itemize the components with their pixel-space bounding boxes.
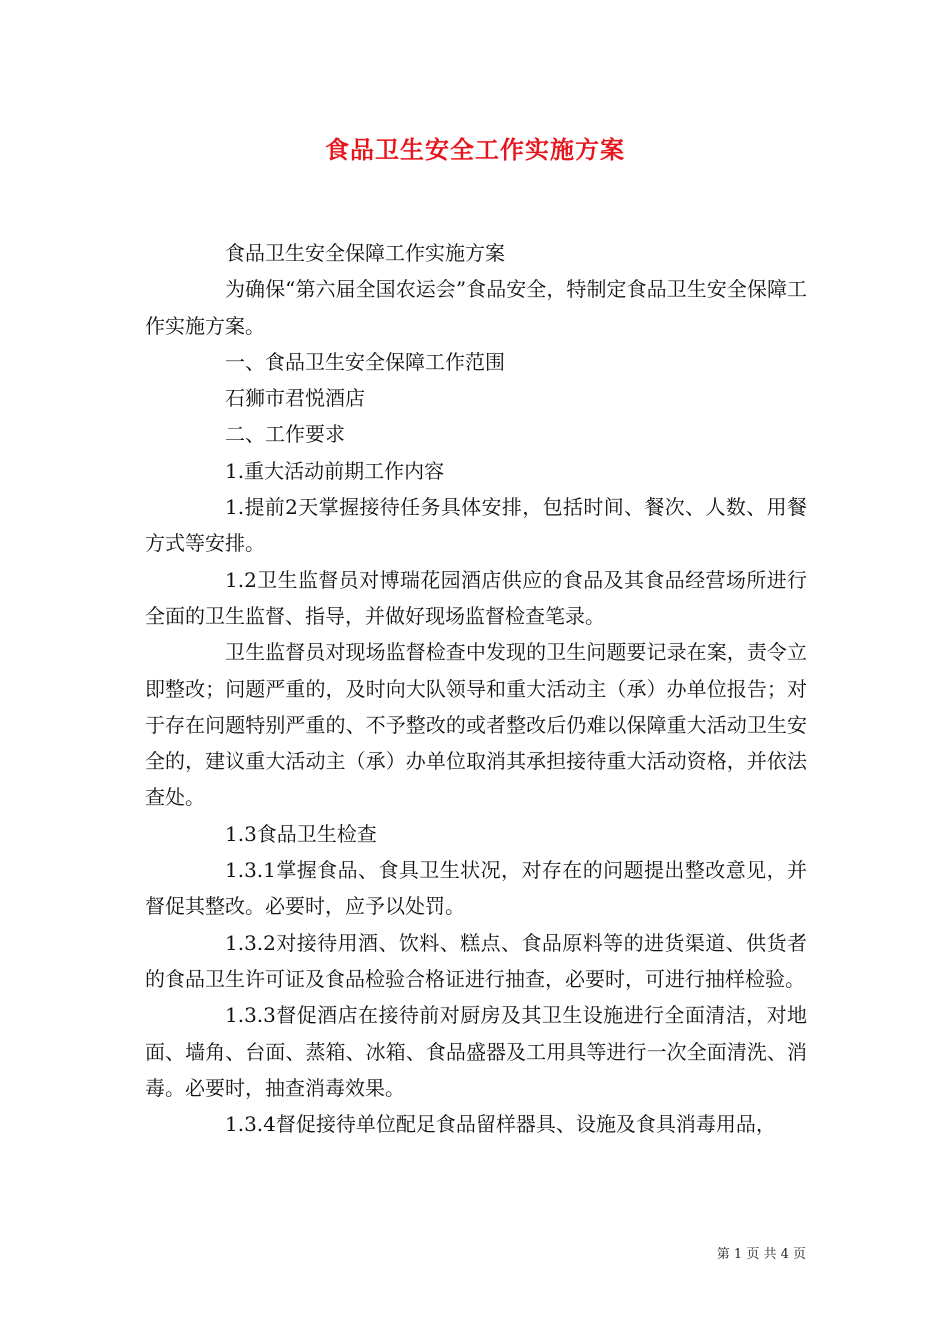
paragraph: 1.3.2对接待用酒、饮料、糕点、食品原料等的进货渠道、供货者的食品卫生许可证及食品检验合格证进行抽查，必要时，可进行抽样检验。 (145, 930, 807, 991)
document-body (145, 235, 807, 1142)
paragraph: 1.提前2天掌握接待任务具体安排，包括时间、餐次、人数、用餐方式等安排。 (145, 495, 807, 556)
paragraph: 食品卫生安全保障工作实施方案 (225, 241, 505, 265)
paragraph: 1.3食品卫生检查 (225, 821, 377, 846)
paragraph: 1.3.4督促接待单位配足食品留样器具、设施及食具消毒用品， (225, 1112, 776, 1137)
paragraph: 1.2卫生监督员对博瑞花园酒店供应的食品及其食品经营场所进行全面的卫生监督、指导，并做好现场监督检查笔录。 (145, 567, 807, 628)
paragraph: 卫生监督员对现场监督检查中发现的卫生问题要记录在案，责令立即整改；问题严重的，及时向大队领导和重大活动主（承）办单位报告；对于存在问题特别严重的、不予整改的或者整改后仍难以保障重大活动卫生安全的，建议重大活动主（承）办单位取消其承担接待重大活动资格，并依法查处。 (145, 640, 807, 810)
page-number: 第 1 页 共 4 页 (716, 1247, 806, 1262)
paragraph: 1.3.3督促酒店在接待前对厨房及其卫生设施进行全面清洁，对地面、墙角、台面、蒸箱、冰箱、食品盛器及工用具等进行一次全面清洗、消毒。必要时，抽查消毒效果。 (145, 1003, 807, 1100)
paragraph: 一、食品卫生安全保障工作范围 (225, 349, 505, 374)
paragraph: 石狮市君悦酒店 (225, 386, 365, 411)
paragraph: 1.重大活动前期工作内容 (225, 458, 445, 483)
paragraph: 为确保“第六届全国农运会”食品安全，特制定食品卫生安全保障工作实施方案。 (145, 277, 807, 338)
document-title: 食品卫生安全工作实施方案 (325, 135, 625, 164)
paragraph: 1.3.1掌握食品、食具卫生状况，对存在的问题提出整改意见，并督促其整改。必要时，应予以处罚。 (145, 858, 807, 919)
paragraph: 二、工作要求 (225, 422, 345, 447)
